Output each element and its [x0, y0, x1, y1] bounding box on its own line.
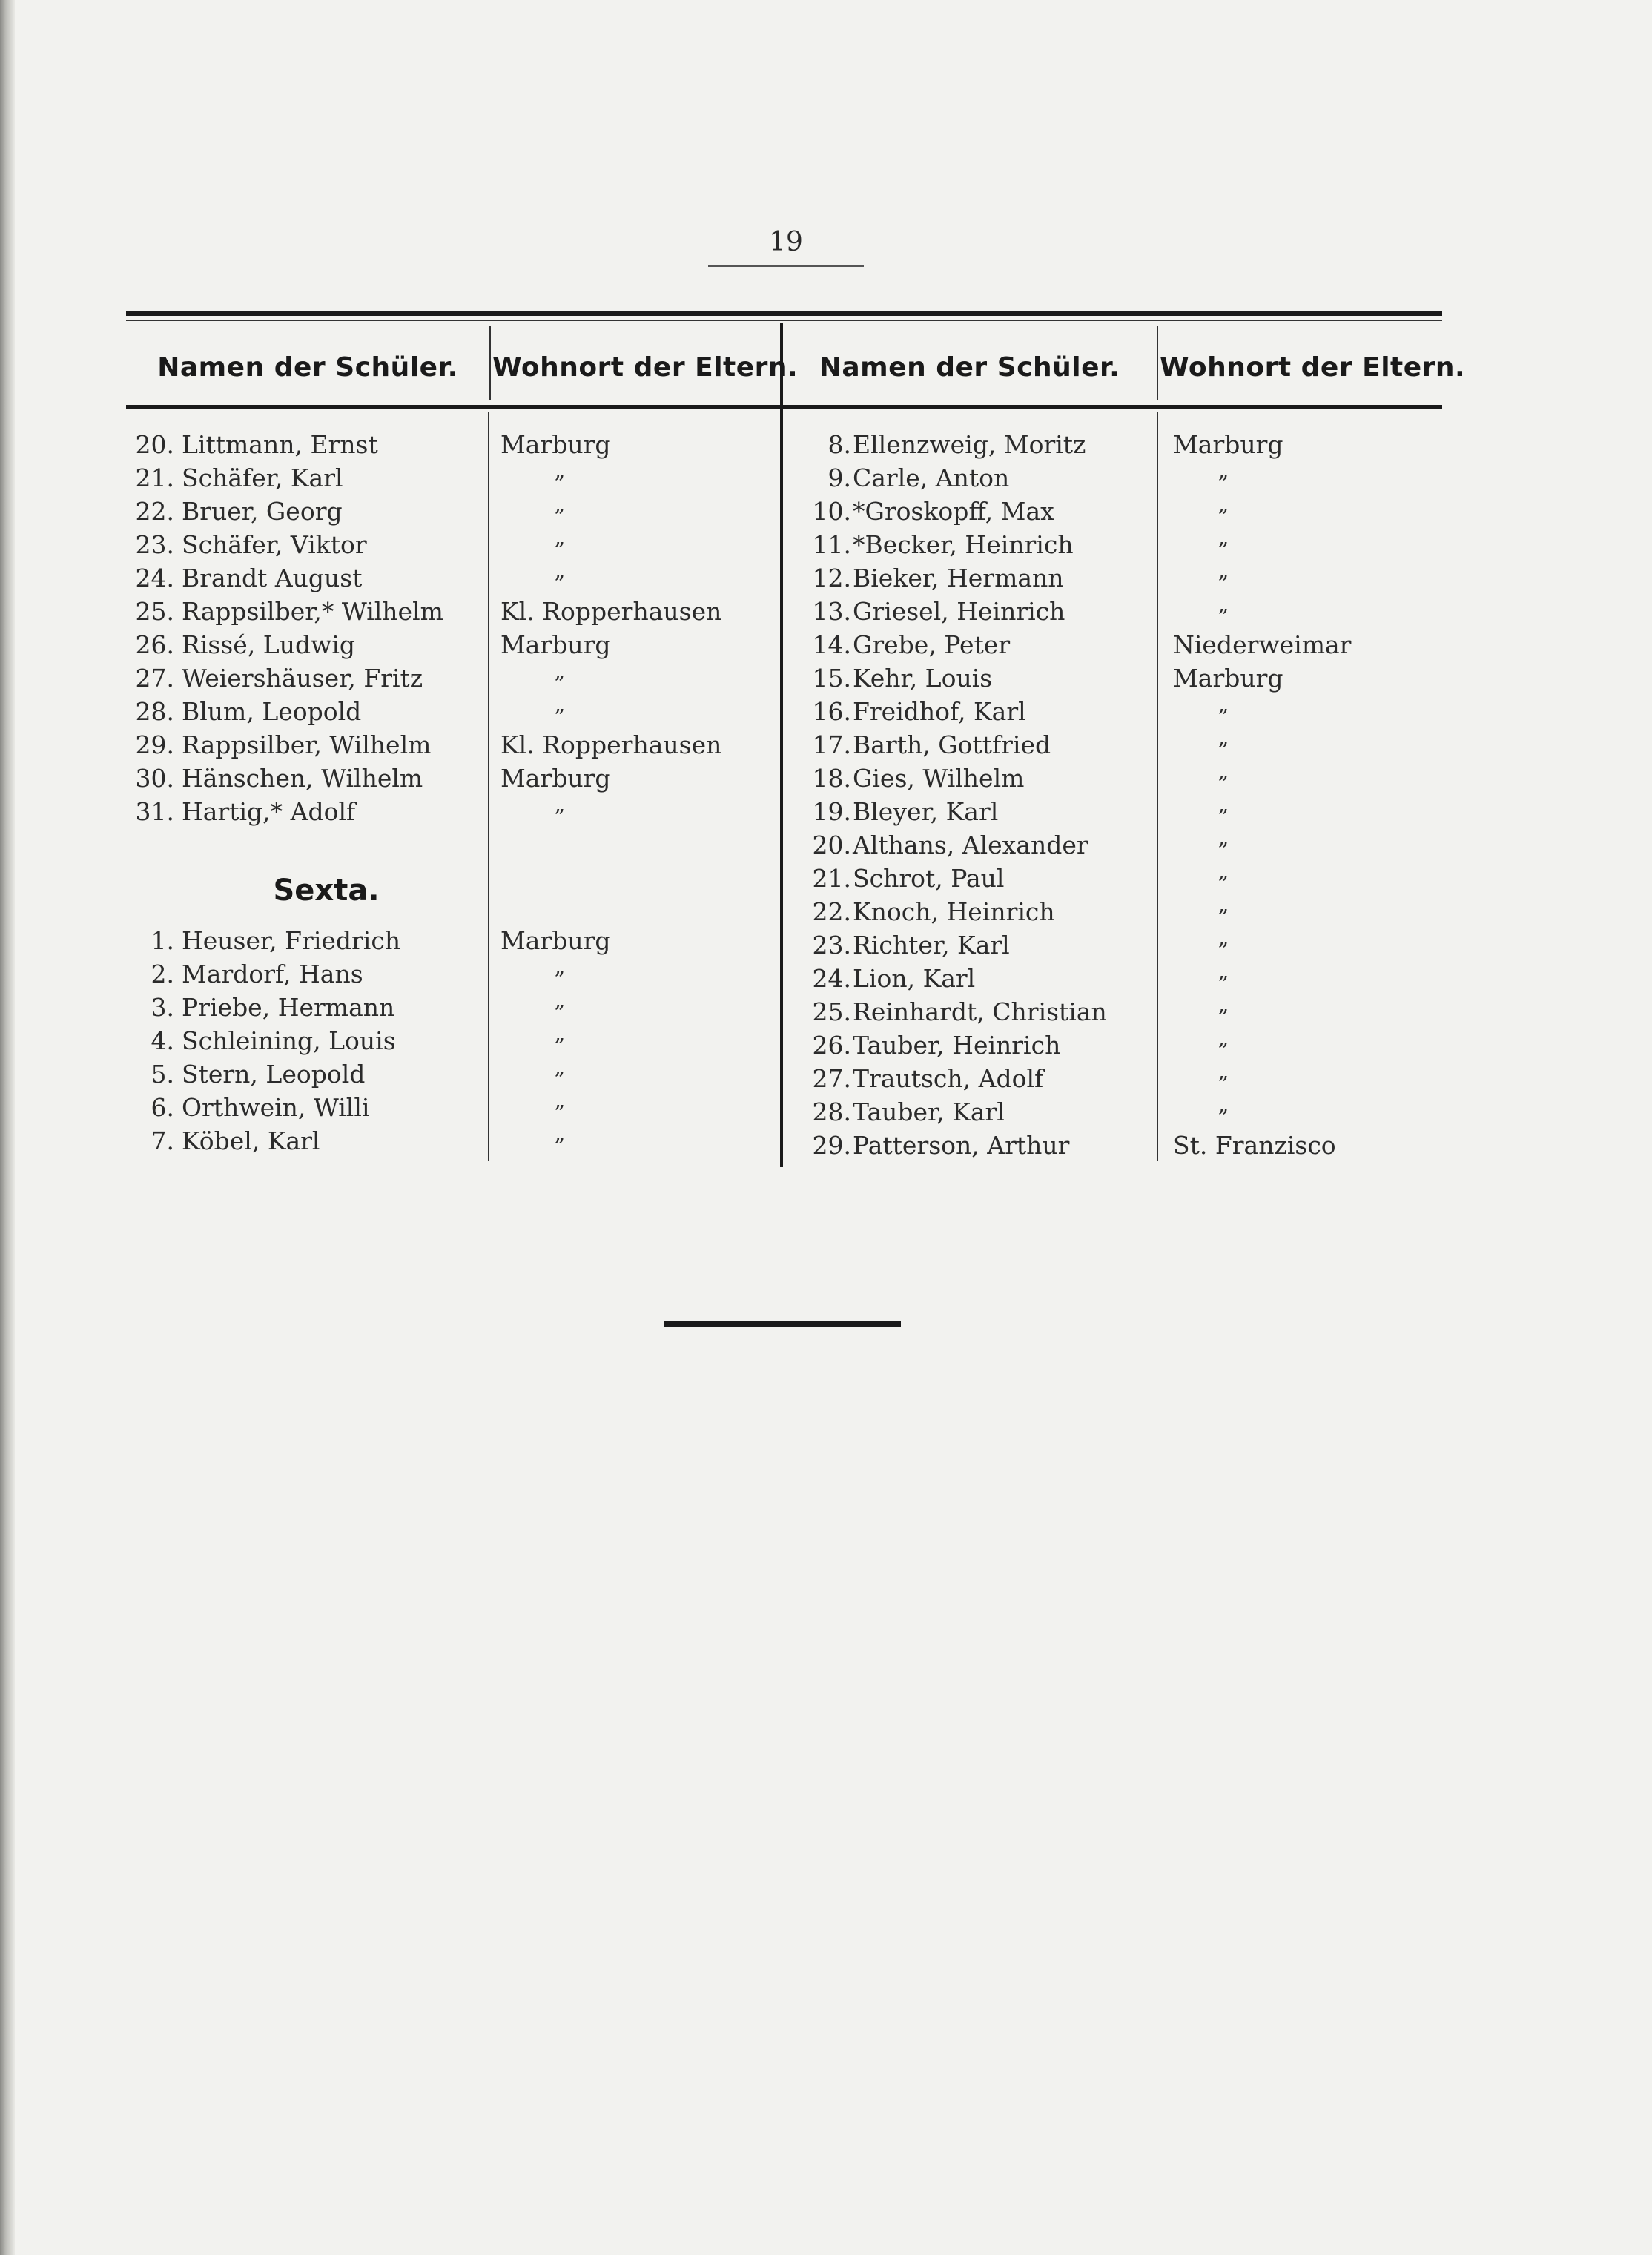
- parent-residence: Niederweimar: [1173, 630, 1352, 659]
- table-row: [0, 892, 1652, 928]
- ditto-mark: „: [1217, 725, 1229, 750]
- header-right-names: Namen der Schüler.: [819, 352, 1120, 383]
- table-row: [0, 525, 1652, 561]
- student-name: Tauber, Karl: [853, 1097, 1005, 1126]
- row-number: 2.: [151, 960, 174, 988]
- row-number: 14.: [812, 630, 851, 659]
- row-number: 15.: [812, 664, 851, 693]
- row-number: 25.: [135, 597, 174, 626]
- student-name: Grebe, Peter: [853, 630, 1011, 659]
- parent-residence: St. Franzisco: [1173, 1131, 1336, 1160]
- row-number: 26.: [812, 1031, 851, 1060]
- table-row: [0, 692, 1652, 728]
- student-name: Schrot, Paul: [853, 864, 1005, 893]
- ditto-mark: „: [1217, 892, 1229, 917]
- ditto-mark: „: [1217, 925, 1229, 950]
- student-name: Gies, Wilhelm: [853, 764, 1025, 793]
- row-number: 3.: [151, 993, 174, 1022]
- row-number: 10.: [812, 497, 851, 526]
- student-name: Schäfer, Karl: [182, 463, 343, 492]
- ditto-mark: „: [554, 692, 566, 716]
- student-name: Rappsilber, Wilhelm: [182, 730, 432, 759]
- row-number: 7.: [151, 1126, 174, 1155]
- row-number: 31.: [135, 797, 174, 826]
- ditto-mark: „: [1217, 792, 1229, 816]
- header-right-place: Wohnort der Eltern.: [1160, 352, 1466, 383]
- header-divider-3: [1157, 326, 1158, 400]
- table-row: [0, 429, 1652, 461]
- student-name: Bleyer, Karl: [853, 797, 999, 826]
- student-name: Bieker, Hermann: [853, 564, 1064, 592]
- row-number: 20.: [812, 831, 851, 859]
- row-number: 29.: [812, 1131, 851, 1160]
- ditto-mark: „: [1217, 1026, 1229, 1050]
- ditto-mark: „: [554, 492, 566, 516]
- row-number: 23.: [135, 530, 174, 559]
- student-name: Blum, Leopold: [182, 697, 362, 726]
- ditto-mark: „: [1217, 1092, 1229, 1117]
- ditto-mark: „: [1217, 992, 1229, 1017]
- row-number: 30.: [135, 764, 174, 793]
- table-row: [0, 792, 1652, 828]
- ditto-mark: „: [1217, 759, 1229, 783]
- table-row: [0, 592, 1652, 628]
- row-number: 6.: [151, 1093, 174, 1122]
- student-name: Priebe, Hermann: [182, 993, 395, 1022]
- ditto-mark: „: [1217, 692, 1229, 716]
- row-number: 22.: [135, 497, 174, 526]
- ditto-mark: „: [1217, 859, 1229, 883]
- row-number: 26.: [135, 630, 174, 659]
- row-number: 28.: [812, 1097, 851, 1126]
- parent-residence: Marburg: [1173, 664, 1283, 693]
- student-name: Tauber, Heinrich: [853, 1031, 1061, 1060]
- ditto-mark: „: [554, 558, 566, 583]
- row-number: 19.: [812, 797, 851, 826]
- row-number: 25.: [812, 997, 851, 1026]
- student-name: Lion, Karl: [853, 964, 976, 993]
- student-name: Barth, Gottfried: [853, 730, 1051, 759]
- row-number: 12.: [812, 564, 851, 592]
- row-number: 18.: [812, 764, 851, 793]
- ditto-mark: „: [554, 1021, 566, 1046]
- parent-residence: Kl. Ropperhausen: [500, 597, 722, 626]
- header-divider-1: [489, 326, 491, 400]
- student-name: Schleining, Louis: [182, 1026, 396, 1055]
- row-number: 27.: [135, 664, 174, 693]
- student-name: Freidhof, Karl: [853, 697, 1026, 726]
- student-name: Mardorf, Hans: [182, 960, 363, 988]
- student-name: Rappsilber,* Wilhelm: [182, 597, 443, 626]
- ditto-mark: „: [1217, 492, 1229, 516]
- table-row: [0, 1092, 1652, 1129]
- student-name: Orthwein, Willi: [182, 1093, 370, 1122]
- parent-residence: Kl. Ropperhausen: [500, 730, 722, 759]
- header-bottom-rule: [126, 405, 1442, 409]
- table-row: [0, 629, 1652, 661]
- row-number: 23.: [812, 931, 851, 960]
- table-row: [0, 1059, 1652, 1095]
- student-name: Weiershäuser, Fritz: [182, 664, 423, 693]
- student-name: Hänschen, Wilhelm: [182, 764, 423, 793]
- table-row: [0, 1129, 1652, 1162]
- student-name: Rissé, Ludwig: [182, 630, 355, 659]
- ditto-mark: „: [554, 792, 566, 816]
- ditto-mark: „: [1217, 1059, 1229, 1083]
- header-left-names: Namen der Schüler.: [157, 352, 458, 383]
- ditto-mark: „: [554, 1121, 566, 1146]
- row-number: 24.: [135, 564, 174, 592]
- student-name: Ellenzweig, Moritz: [853, 430, 1086, 459]
- row-number: 13.: [812, 597, 851, 626]
- row-number: 11.: [812, 530, 851, 559]
- student-name: Patterson, Arthur: [853, 1131, 1070, 1160]
- student-name: Kehr, Louis: [853, 664, 993, 693]
- ditto-mark: „: [554, 525, 566, 549]
- parent-residence: Marburg: [1173, 430, 1283, 459]
- table-row: [0, 458, 1652, 495]
- table-top-rule: [126, 311, 1442, 316]
- header-left-place: Wohnort der Eltern.: [492, 352, 799, 383]
- table-top-thin-rule: [126, 320, 1442, 321]
- student-name: Richter, Karl: [853, 931, 1010, 960]
- row-number: 28.: [135, 697, 174, 726]
- section-title-sexta: Sexta.: [273, 874, 380, 908]
- student-name: Reinhardt, Christian: [853, 997, 1107, 1026]
- ditto-mark: „: [554, 1054, 566, 1079]
- student-name: Littmann, Ernst: [182, 430, 378, 459]
- table-row: [0, 759, 1652, 795]
- student-name: Hartig,* Adolf: [182, 797, 356, 826]
- table-row: [0, 725, 1652, 762]
- student-name: Schäfer, Viktor: [182, 530, 367, 559]
- row-number: 17.: [812, 730, 851, 759]
- table-row: [0, 825, 1652, 862]
- row-number: 27.: [812, 1064, 851, 1093]
- ditto-mark: „: [554, 658, 566, 683]
- ditto-mark: „: [554, 458, 566, 483]
- student-name: Griesel, Heinrich: [853, 597, 1065, 626]
- row-number: 20.: [135, 430, 174, 459]
- row-number: 1.: [151, 926, 174, 955]
- student-name: Carle, Anton: [853, 463, 1010, 492]
- row-number: 22.: [812, 897, 851, 926]
- ditto-mark: „: [1217, 959, 1229, 983]
- ditto-mark: „: [1217, 592, 1229, 616]
- page-number-rule: [708, 265, 864, 267]
- ditto-mark: „: [1217, 525, 1229, 549]
- ditto-mark: „: [554, 1088, 566, 1112]
- row-number: 21.: [812, 864, 851, 893]
- row-number: 24.: [812, 964, 851, 993]
- table-row: [0, 492, 1652, 528]
- row-number: 21.: [135, 463, 174, 492]
- table-row: [0, 992, 1652, 1029]
- table-row: [0, 662, 1652, 695]
- row-number: 5.: [151, 1060, 174, 1089]
- table-row: [0, 558, 1652, 595]
- ditto-mark: „: [554, 954, 566, 979]
- student-name: Köbel, Karl: [182, 1126, 320, 1155]
- ditto-mark: „: [1217, 825, 1229, 850]
- parent-residence: Marburg: [500, 764, 611, 793]
- student-name: Heuser, Friedrich: [182, 926, 401, 955]
- student-name: *Groskopff, Max: [853, 497, 1054, 526]
- student-name: Stern, Leopold: [182, 1060, 366, 1089]
- end-rule: [664, 1321, 901, 1327]
- page-number: 19: [769, 227, 803, 257]
- row-number: 9.: [827, 463, 851, 492]
- student-name: Knoch, Heinrich: [853, 897, 1055, 926]
- student-name: Althans, Alexander: [853, 831, 1088, 859]
- student-name: *Becker, Heinrich: [853, 530, 1074, 559]
- table-row: [0, 1026, 1652, 1062]
- parent-residence: Marburg: [500, 926, 611, 955]
- parent-residence: Marburg: [500, 630, 611, 659]
- table-row: [0, 859, 1652, 895]
- row-number: 16.: [812, 697, 851, 726]
- ditto-mark: „: [1217, 458, 1229, 483]
- ditto-mark: „: [554, 988, 566, 1012]
- table-row: [0, 925, 1652, 962]
- student-name: Bruer, Georg: [182, 497, 343, 526]
- row-number: 29.: [135, 730, 174, 759]
- table-row: [0, 959, 1652, 995]
- row-number: 4.: [151, 1026, 174, 1055]
- student-name: Brandt August: [182, 564, 363, 592]
- ditto-mark: „: [1217, 558, 1229, 583]
- row-number: 8.: [827, 430, 851, 459]
- parent-residence: Marburg: [500, 430, 611, 459]
- student-name: Trautsch, Adolf: [853, 1064, 1044, 1093]
